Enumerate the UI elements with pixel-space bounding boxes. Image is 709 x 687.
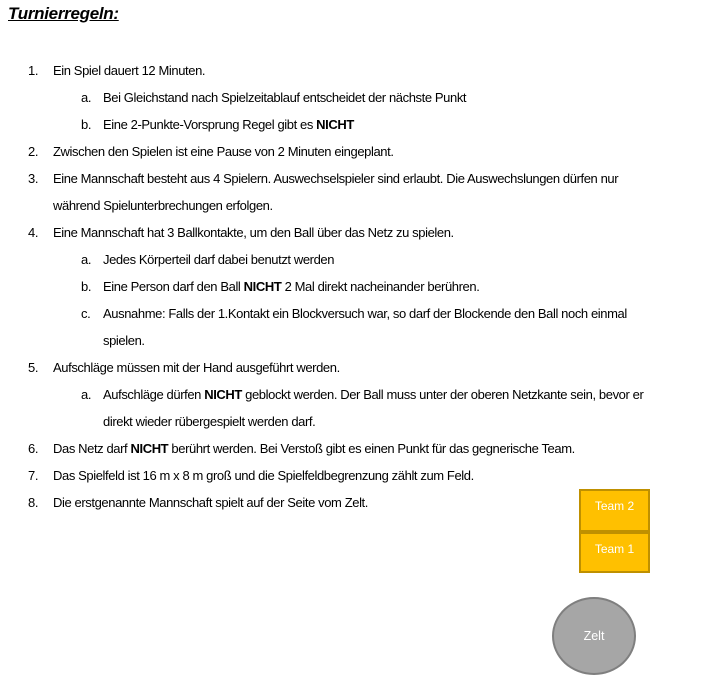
rule-text: Ein Spiel dauert 12 Minuten. <box>53 63 206 78</box>
sub-rule-item <box>0 300 709 354</box>
rule-text: Eine 2-Punkte-Vorsprung Regel gibt es NICHT <box>103 117 354 132</box>
court-diagram <box>579 489 650 573</box>
sub-rule-item <box>0 111 709 138</box>
rule-text: Eine Mannschaft hat 3 Ballkontakte, um den Ball über das Netz zu spielen. <box>53 225 454 240</box>
rule-marker: a. <box>81 387 92 402</box>
rule-item <box>0 219 709 246</box>
sub-rule-item <box>0 273 709 300</box>
rule-text: Eine Mannschaft besteht aus 4 Spielern. Auswechselspieler sind erlaubt. Die Auswechslungen dürfen nur während Spielunterbrechungen erfolgen. <box>53 171 619 213</box>
tent-circle <box>552 597 636 675</box>
rule-marker: 3. <box>28 171 39 186</box>
rule-marker: 5. <box>28 360 39 375</box>
rule-marker: a. <box>81 252 92 267</box>
team2-label: Team 2 <box>594 499 635 513</box>
rule-item <box>0 165 709 219</box>
rule-marker: b. <box>81 117 92 132</box>
team1-box <box>579 532 650 573</box>
sub-rule-item <box>0 84 709 111</box>
rule-text: Aufschläge müssen mit der Hand ausgeführt werden. <box>53 360 340 375</box>
rule-marker: a. <box>81 90 92 105</box>
rule-text: Zwischen den Spielen ist eine Pause von 2 Minuten eingeplant. <box>53 144 394 159</box>
rule-item <box>0 57 709 84</box>
rule-marker: 2. <box>28 144 39 159</box>
sub-rule-item <box>0 246 709 273</box>
page-title: Turnierregeln: <box>8 4 119 23</box>
rule-marker: c. <box>81 306 91 321</box>
rule-text: Das Netz darf NICHT berührt werden. Bei Verstoß gibt es einen Punkt für das gegnerische Team. <box>53 441 575 456</box>
rule-item <box>0 138 709 165</box>
rule-marker: 8. <box>28 495 39 510</box>
tent-label: Zelt <box>583 629 605 643</box>
rule-marker: 6. <box>28 441 39 456</box>
team2-box <box>579 489 650 532</box>
rule-text: Eine Person darf den Ball NICHT 2 Mal direkt nacheinander berühren. <box>103 279 480 294</box>
rule-item <box>0 435 709 462</box>
rule-marker: b. <box>81 279 92 294</box>
rule-text: Aufschläge dürfen NICHT geblockt werden. Der Ball muss unter der oberen Netzkante sein, bevor er direkt wieder rübergespielt werden darf. <box>103 387 644 429</box>
rule-text: Ausnahme: Falls der 1.Kontakt ein Blockversuch war, so darf der Blockende den Ball noch einmal spielen. <box>103 306 627 348</box>
rule-text: Die erstgenannte Mannschaft spielt auf der Seite vom Zelt. <box>53 495 368 510</box>
team1-label: Team 1 <box>594 542 635 556</box>
rule-text: Jedes Körperteil darf dabei benutzt werden <box>103 252 335 267</box>
rule-marker: 4. <box>28 225 39 240</box>
rules-list <box>0 57 709 516</box>
rule-marker: 7. <box>28 468 39 483</box>
rule-text: Das Spielfeld ist 16 m x 8 m groß und die Spielfeldbegrenzung zählt zum Feld. <box>53 468 474 483</box>
sub-rule-item <box>0 381 709 435</box>
rule-item <box>0 354 709 381</box>
rule-item <box>0 462 709 489</box>
rule-text: Bei Gleichstand nach Spielzeitablauf entscheidet der nächste Punkt <box>103 90 467 105</box>
rule-marker: 1. <box>28 63 39 78</box>
